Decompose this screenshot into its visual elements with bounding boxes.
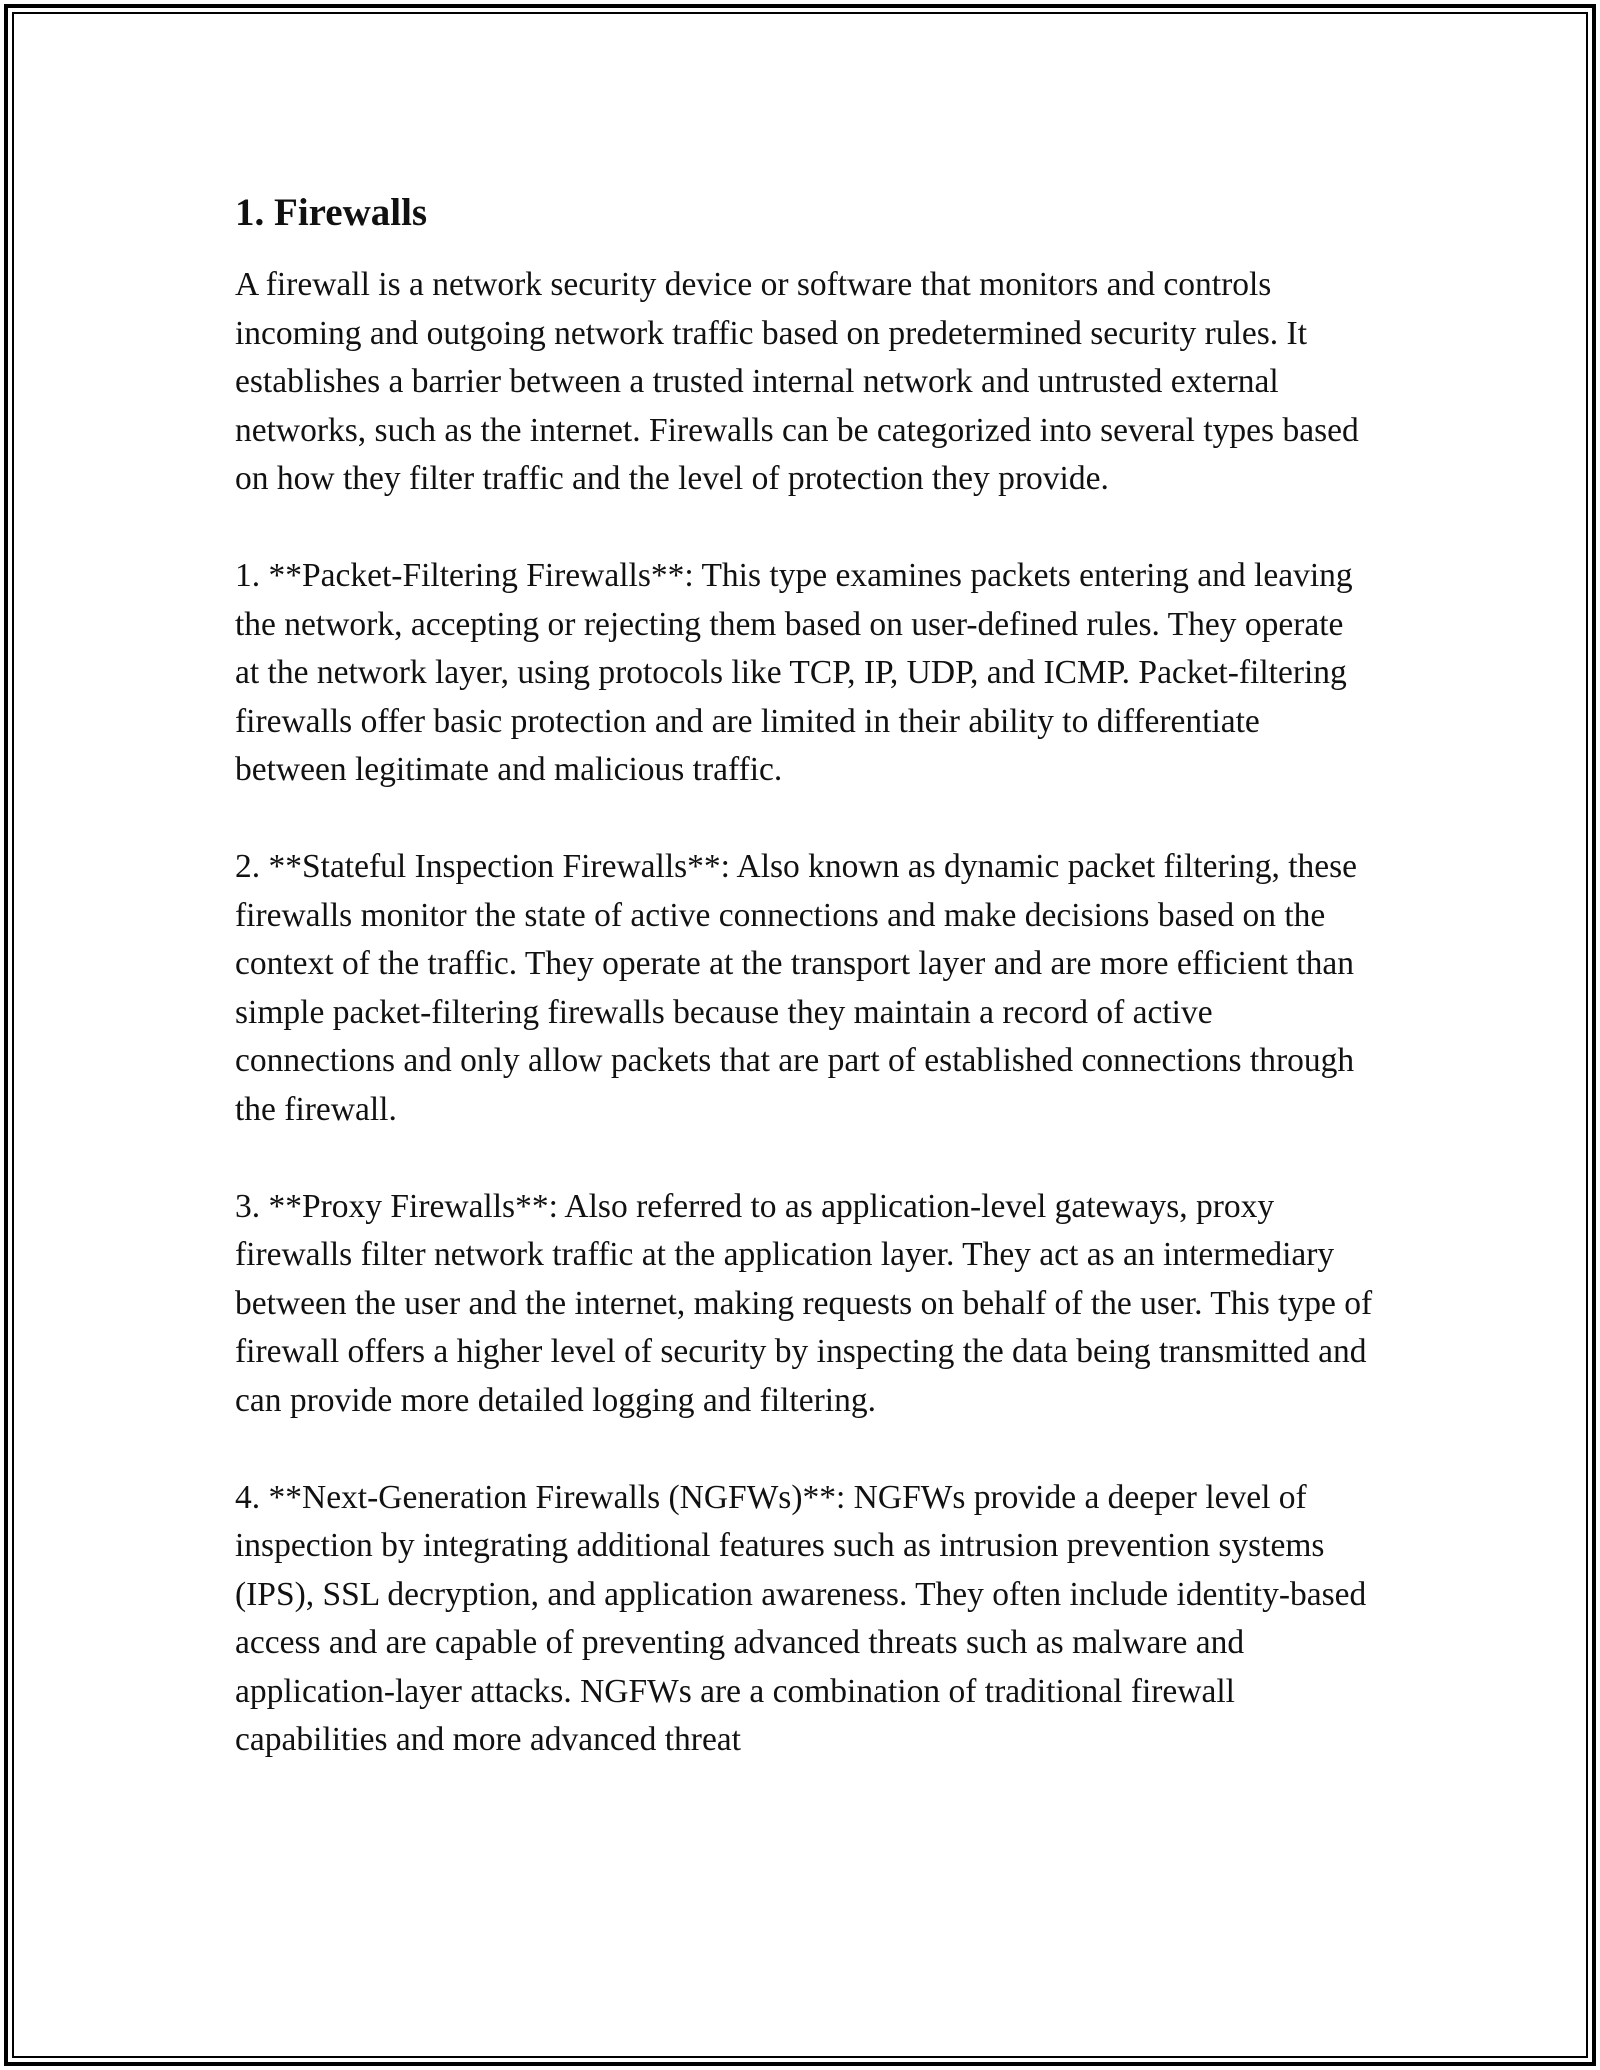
stateful-inspection-paragraph: 2. **Stateful Inspection Firewalls**: Also known as dynamic packet filtering, these firewalls monitor the state of active connections and make decisions based on the context of the traffic. They operate at the transport layer and are more efficient than simple packet-filtering firewalls because they maintain a record of active connections and only allow packets that are part of established connections through the firewall. xyxy=(235,848,1358,1128)
ngfw-paragraph: 4. **Next-Generation Firewalls (NGFWs)**: NGFWs provide a deeper level of inspection by integrating additional features such as intrusion prevention systems (IPS), SSL decryption, and application awareness. They often include identity-based access and are capable of preventing advanced threats such as malware and application-layer attacks. NGFWs are a combination of traditional firewall capabilities and more advanced threat xyxy=(235,1478,1367,1758)
section-heading: 1. Firewalls xyxy=(235,191,428,234)
intro-paragraph: A firewall is a network security device or software that monitors and controls incoming and outgoing network traffic based on predetermined security rules. It establishes a barrier between a trusted internal network and untrusted external networks, such as the internet. Firewalls can be categorized into several types based on how they filter traffic and the level of protection they provide. xyxy=(235,266,1359,497)
document-body xyxy=(235,185,1375,1813)
packet-filtering-paragraph: 1. **Packet-Filtering Firewalls**: This type examines packets entering and leaving the network, accepting or rejecting them based on user-defined rules. They operate at the network layer, using protocols like TCP, IP, UDP, and ICMP. Packet-filtering firewalls offer basic protection and are limited in their ability to differentiate between legitimate and malicious traffic. xyxy=(235,557,1353,788)
proxy-firewalls-paragraph: 3. **Proxy Firewalls**: Also referred to as application-level gateways, proxy firewalls filter network traffic at the application layer. They act as an intermediary between the user and the internet, making requests on behalf of the user. This type of firewall offers a higher level of security by inspecting the data being transmitted and can provide more detailed logging and filtering. xyxy=(235,1187,1373,1419)
